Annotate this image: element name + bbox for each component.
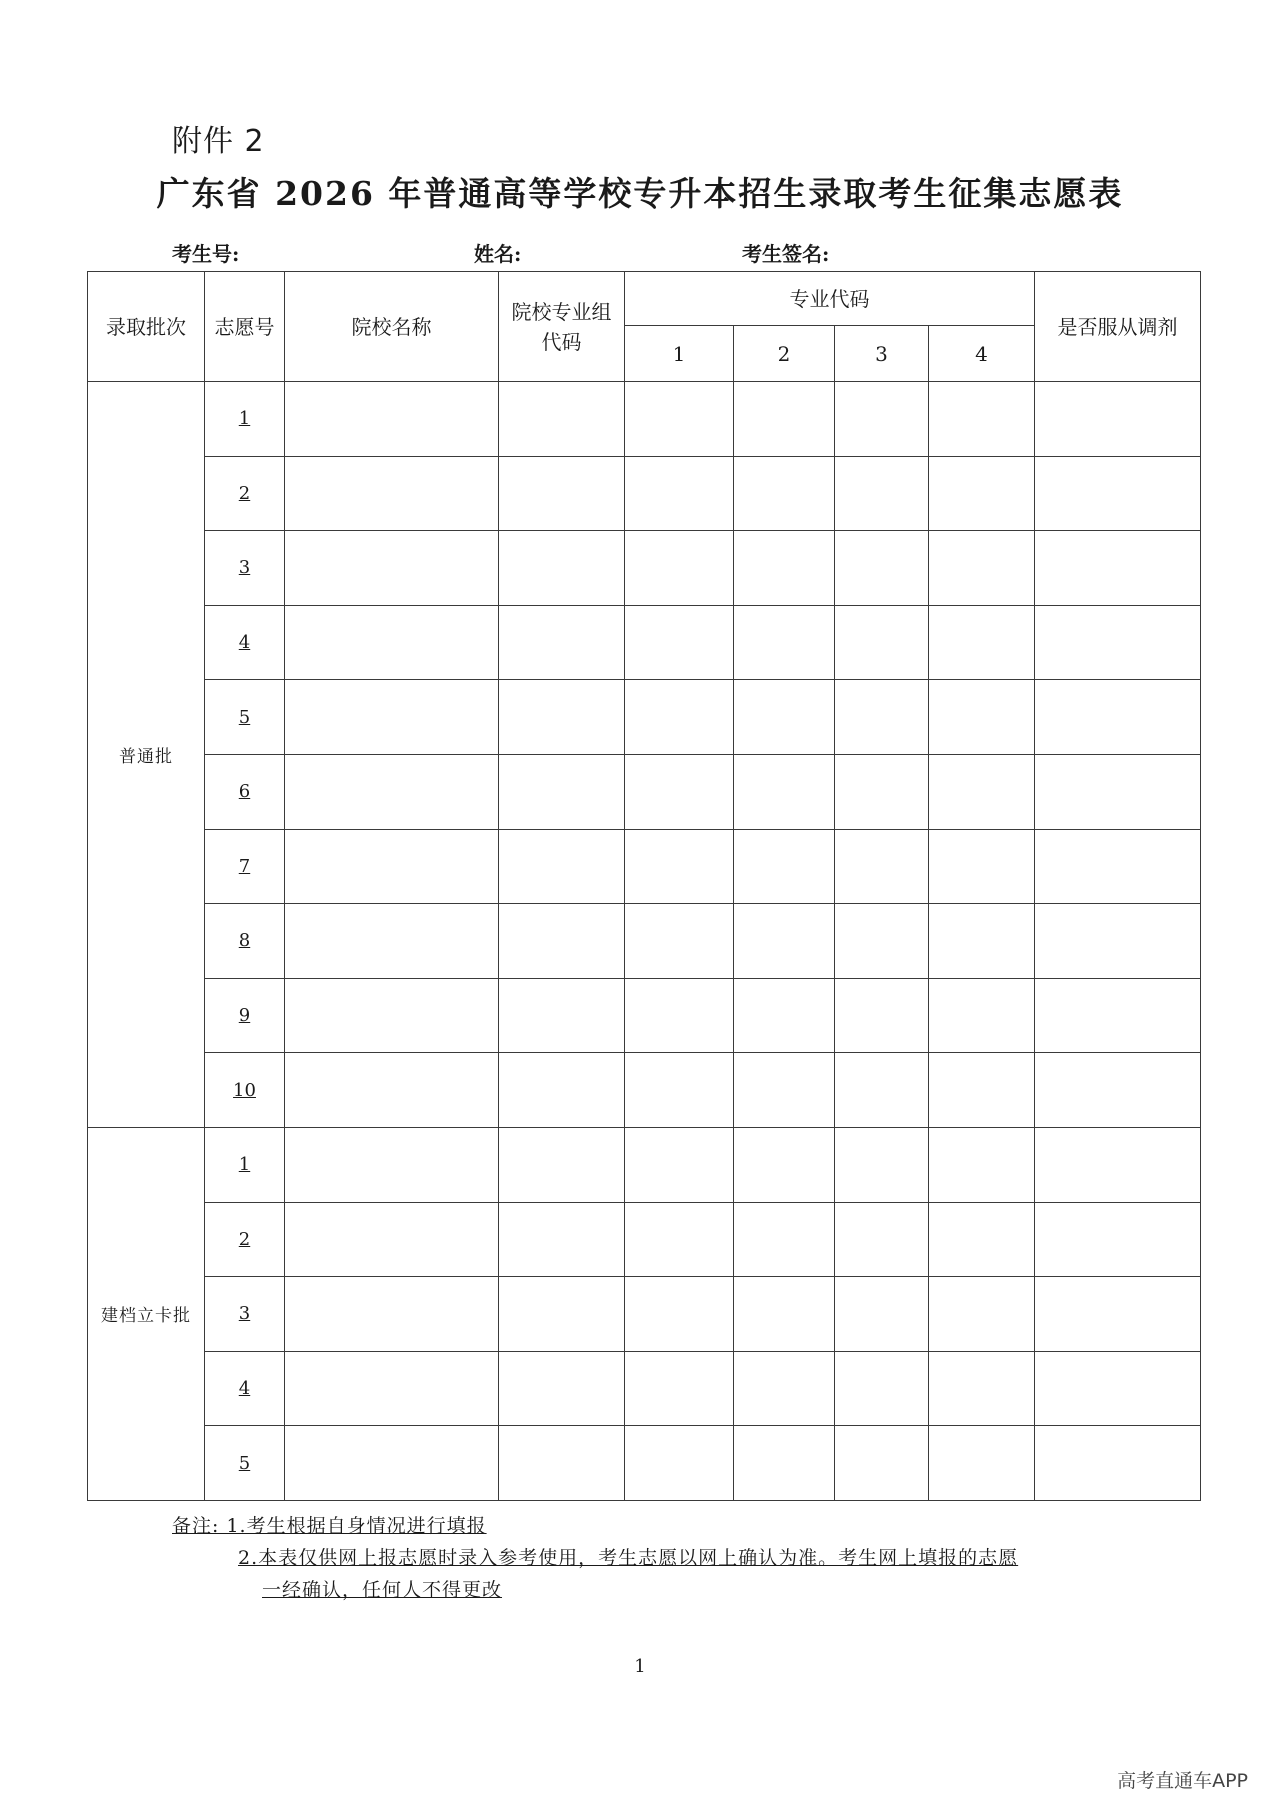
major-code-2-cell[interactable] [734,1277,835,1352]
group-code-cell[interactable] [499,1351,625,1426]
choice-number: 9 [238,1005,251,1027]
major-code-3-cell[interactable] [835,382,929,457]
adjustment-cell[interactable] [1035,1277,1201,1352]
table-row [88,1202,1201,1277]
major-code-2-cell[interactable] [734,1202,835,1277]
adjustment-cell[interactable] [1035,456,1201,531]
adjustment-cell[interactable] [1035,978,1201,1053]
major-code-1-cell[interactable] [625,1351,734,1426]
table-row [88,1426,1201,1501]
major-code-3-cell[interactable] [835,829,929,904]
notes [172,1510,1132,1606]
header-major-col-1: 1 [625,326,734,382]
choice-number-cell [205,829,285,904]
major-code-1-cell[interactable] [625,829,734,904]
header-choice-number: 志愿号 [205,272,285,382]
header-major-col-4: 4 [929,326,1035,382]
school-name-cell[interactable] [285,904,499,979]
choice-number-cell [205,605,285,680]
adjustment-cell[interactable] [1035,1426,1201,1501]
major-code-1-cell[interactable] [625,1127,734,1202]
adjustment-cell[interactable] [1035,1202,1201,1277]
major-code-4-cell[interactable] [929,978,1035,1053]
major-code-1-cell[interactable] [625,754,734,829]
major-code-4-cell[interactable] [929,605,1035,680]
school-name-cell[interactable] [285,1202,499,1277]
choice-number: 10 [233,1079,256,1101]
major-code-1-cell[interactable] [625,531,734,606]
attachment-label: 附件 2 [172,124,265,159]
group-code-cell[interactable] [499,680,625,755]
school-name-cell[interactable] [285,754,499,829]
application-table [87,271,1201,1501]
major-code-2-cell[interactable] [734,605,835,680]
table-row [88,1053,1201,1128]
school-name-cell[interactable] [285,978,499,1053]
major-code-3-cell[interactable] [835,1053,929,1128]
major-code-4-cell[interactable] [929,531,1035,606]
major-code-2-cell[interactable] [734,382,835,457]
major-code-2-cell[interactable] [734,531,835,606]
school-name-cell[interactable] [285,1277,499,1352]
choice-number-cell [205,456,285,531]
choice-number-cell [205,904,285,979]
major-code-1-cell[interactable] [625,1426,734,1501]
choice-number-cell [205,1127,285,1202]
major-code-2-cell[interactable] [734,829,835,904]
major-code-1-cell[interactable] [625,605,734,680]
major-code-2-cell[interactable] [734,456,835,531]
watermark: 高考直通车APP [1117,1770,1248,1792]
school-name-cell[interactable] [285,829,499,904]
page-number: 1 [634,1656,646,1677]
choice-number: 4 [238,1378,251,1400]
school-name-cell[interactable] [285,605,499,680]
major-code-3-cell[interactable] [835,1426,929,1501]
table-row [88,1127,1201,1202]
school-name-cell[interactable] [285,1127,499,1202]
adjustment-cell[interactable] [1035,904,1201,979]
choice-number: 6 [238,781,251,803]
major-code-4-cell[interactable] [929,1202,1035,1277]
major-code-4-cell[interactable] [929,456,1035,531]
major-code-2-cell[interactable] [734,1426,835,1501]
table-body [88,382,1201,1501]
major-code-4-cell[interactable] [929,829,1035,904]
adjustment-cell[interactable] [1035,531,1201,606]
major-code-1-cell[interactable] [625,456,734,531]
group-code-cell[interactable] [499,1426,625,1501]
choice-number: 3 [238,557,251,579]
school-name-cell[interactable] [285,680,499,755]
choice-number-cell [205,680,285,755]
header-group-code [499,272,625,382]
group-code-cell[interactable] [499,904,625,979]
choice-number: 1 [238,1154,251,1176]
adjustment-cell[interactable] [1035,1127,1201,1202]
group-code-cell[interactable] [499,382,625,457]
table-row [88,1351,1201,1426]
note-line-3: 一经确认，任何人不得更改 [262,1579,503,1601]
batch-label: 普通批 [88,382,205,1128]
group-code-cell[interactable] [499,1277,625,1352]
table-row [88,456,1201,531]
major-code-3-cell[interactable] [835,1351,929,1426]
major-code-1-cell[interactable] [625,1277,734,1352]
header-accept-adjustment: 是否服从调剂 [1035,272,1201,382]
choice-number-cell [205,382,285,457]
adjustment-cell[interactable] [1035,1351,1201,1426]
choice-number-cell [205,978,285,1053]
table-row [88,1277,1201,1352]
major-code-2-cell[interactable] [734,1351,835,1426]
table-row [88,605,1201,680]
choice-number-cell [205,1277,285,1352]
choice-number: 7 [238,855,251,877]
choice-number: 8 [238,930,251,952]
major-code-3-cell[interactable] [835,754,929,829]
choice-number-cell [205,754,285,829]
major-code-2-cell[interactable] [734,680,835,755]
school-name-cell[interactable] [285,456,499,531]
major-code-1-cell[interactable] [625,382,734,457]
major-code-4-cell[interactable] [929,1127,1035,1202]
adjustment-cell[interactable] [1035,382,1201,457]
major-code-4-cell[interactable] [929,1426,1035,1501]
header-major-col-2: 2 [734,326,835,382]
school-name-cell[interactable] [285,1426,499,1501]
major-code-3-cell[interactable] [835,904,929,979]
candidate-number-field: 考生号: [172,242,240,266]
note-line-2: 2.本表仅供网上报志愿时录入参考使用，考生志愿以网上确认为准。考生网上填报的志愿 [238,1547,1019,1569]
major-code-1-cell[interactable] [625,1053,734,1128]
header-school-name: 院校名称 [285,272,499,382]
name-field: 姓名: [474,242,522,266]
major-code-2-cell[interactable] [734,904,835,979]
adjustment-cell[interactable] [1035,680,1201,755]
major-code-2-cell[interactable] [734,1127,835,1202]
choice-number: 5 [238,1452,251,1474]
major-code-3-cell[interactable] [835,605,929,680]
header-group-code-line2: 代码 [541,329,582,354]
major-code-4-cell[interactable] [929,754,1035,829]
adjustment-cell[interactable] [1035,754,1201,829]
school-name-cell[interactable] [285,531,499,606]
choice-number: 2 [238,1228,251,1250]
major-code-3-cell[interactable] [835,1202,929,1277]
choice-number-cell [205,1202,285,1277]
adjustment-cell[interactable] [1035,605,1201,680]
school-name-cell[interactable] [285,382,499,457]
choice-number: 4 [238,632,251,654]
group-code-cell[interactable] [499,531,625,606]
header-group-code-line1: 院校专业组 [511,299,612,324]
major-code-2-cell[interactable] [734,978,835,1053]
major-code-3-cell[interactable] [835,456,929,531]
major-code-3-cell[interactable] [835,1277,929,1352]
choice-number: 2 [238,482,251,504]
table-row [88,680,1201,755]
choice-number: 5 [238,706,251,728]
adjustment-cell[interactable] [1035,1053,1201,1128]
major-code-3-cell[interactable] [835,1127,929,1202]
group-code-cell[interactable] [499,754,625,829]
major-code-3-cell[interactable] [835,680,929,755]
table-row [88,754,1201,829]
major-code-4-cell[interactable] [929,1053,1035,1128]
table-row [88,829,1201,904]
group-code-cell[interactable] [499,978,625,1053]
choice-number: 3 [238,1303,251,1325]
group-code-cell[interactable] [499,829,625,904]
major-code-2-cell[interactable] [734,754,835,829]
major-code-3-cell[interactable] [835,978,929,1053]
header-batch: 录取批次 [88,272,205,382]
table-row [88,904,1201,979]
group-code-cell[interactable] [499,605,625,680]
choice-number-cell [205,1351,285,1426]
batch-label: 建档立卡批 [88,1127,205,1500]
choice-number-cell [205,1053,285,1128]
group-code-cell[interactable] [499,1202,625,1277]
header-major-code: 专业代码 [625,272,1035,326]
major-code-1-cell[interactable] [625,1202,734,1277]
school-name-cell[interactable] [285,1053,499,1128]
major-code-4-cell[interactable] [929,1351,1035,1426]
major-code-4-cell[interactable] [929,1277,1035,1352]
major-code-1-cell[interactable] [625,978,734,1053]
header-major-col-3: 3 [835,326,929,382]
group-code-cell[interactable] [499,1127,625,1202]
school-name-cell[interactable] [285,1351,499,1426]
group-code-cell[interactable] [499,1053,625,1128]
major-code-4-cell[interactable] [929,382,1035,457]
major-code-1-cell[interactable] [625,680,734,755]
major-code-4-cell[interactable] [929,904,1035,979]
choice-number: 1 [238,408,251,430]
note-line-1: 备注: 1.考生根据自身情况进行填报 [172,1515,487,1537]
table-row [88,382,1201,457]
signature-field: 考生签名: [742,242,830,266]
major-code-2-cell[interactable] [734,1053,835,1128]
major-code-3-cell[interactable] [835,531,929,606]
table-row [88,978,1201,1053]
table-row [88,531,1201,606]
major-code-1-cell[interactable] [625,904,734,979]
adjustment-cell[interactable] [1035,829,1201,904]
choice-number-cell [205,1426,285,1501]
major-code-4-cell[interactable] [929,680,1035,755]
group-code-cell[interactable] [499,456,625,531]
form-title: 广东省 2026 年普通高等学校专升本招生录取考生征集志愿表 [156,174,1124,213]
choice-number-cell [205,531,285,606]
